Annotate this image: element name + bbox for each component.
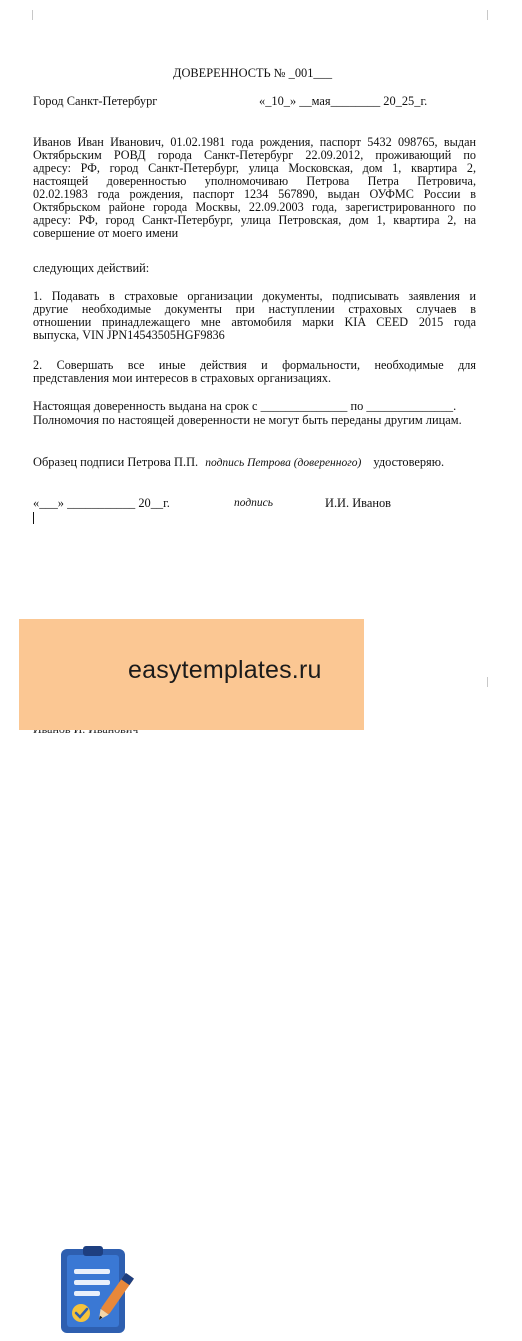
intro-line: адресу: РФ, город Санкт-Петербург, улица Петровская, дом 1, квартира 2, на [33, 213, 476, 227]
crop-mark-bottom-right [487, 677, 498, 687]
intro-line: настоящей доверенностью уполномочиваю Петрова Петра Петровича, [33, 174, 476, 188]
intro-line: 02.02.1983 года рождения, паспорт 1234 567890, выдан ОУФМС России в [33, 187, 476, 201]
no-transfer-line: Полномочия по настоящей доверенности не могут быть переданы другим лицам. [33, 413, 462, 427]
signature-sample-prefix: Образец подписи Петрова П.П. [33, 455, 199, 469]
item-line: 1. Подавать в страховые организации документы, подписывать заявления и [33, 289, 476, 303]
intro-paragraph [33, 136, 476, 240]
signature-sample-suffix: удостоверяю. [373, 455, 445, 469]
intro-line: Октябрьским РОВД города Санкт-Петербург 22.09.2012, проживающий по [33, 148, 476, 162]
date: «_10_» __мая________ 20_25_г. [259, 94, 428, 108]
item-line: отношении принадлежащего мне автомобиля марки KIA CEED 2015 года [33, 315, 476, 329]
watermark-banner[interactable] [19, 619, 364, 730]
term-line: Настоящая доверенность выдана на срок с ______________ по ______________. [33, 399, 457, 413]
banner-link-text[interactable]: easytemplates.ru [128, 656, 322, 684]
document-pen-icon [47, 1245, 139, 1341]
city: Город Санкт-Петербург [33, 94, 158, 108]
item-line: представления мои интересов в страховых организациях. [33, 371, 332, 385]
crop-mark-top-left [22, 10, 33, 20]
action-item-2 [33, 359, 476, 385]
action-item-1 [33, 290, 476, 342]
intro-line: Октябрьском районе города Москвы, 22.09.2003 года, зарегистрированного по [33, 200, 476, 214]
intro-line: совершение от моего имени [33, 226, 179, 240]
crop-mark-top-right [487, 10, 498, 20]
item-line: 2. Совершать все иные действия и формальности, необходимые для [33, 358, 476, 372]
intro-line: адресу: РФ, город Санкт-Петербург, улица Московская, дом 1, квартира 2, [33, 161, 476, 175]
actions-heading: следующих действий: [33, 261, 150, 275]
document-title: ДОВЕРЕННОСТЬ № _001___ [173, 66, 333, 80]
item-line: выпуска, VIN JPN14543505HGF9836 [33, 328, 225, 342]
signature-sample-line [33, 456, 444, 470]
intro-line: Иванов Иван Иванович, 01.02.1981 года рождения, паспорт 5432 098765, выдан [33, 135, 476, 149]
bottom-signature-label: подпись [234, 497, 274, 509]
item-line: другие необходимые документы при наступлении страховых случаев в [33, 302, 476, 316]
bottom-date: «___» ___________ 20__г. [33, 496, 170, 510]
bottom-name: И.И. Иванов [325, 496, 392, 510]
signature-sample-italic: подпись Петрова (доверенного) [205, 457, 362, 469]
text-cursor [33, 512, 34, 524]
